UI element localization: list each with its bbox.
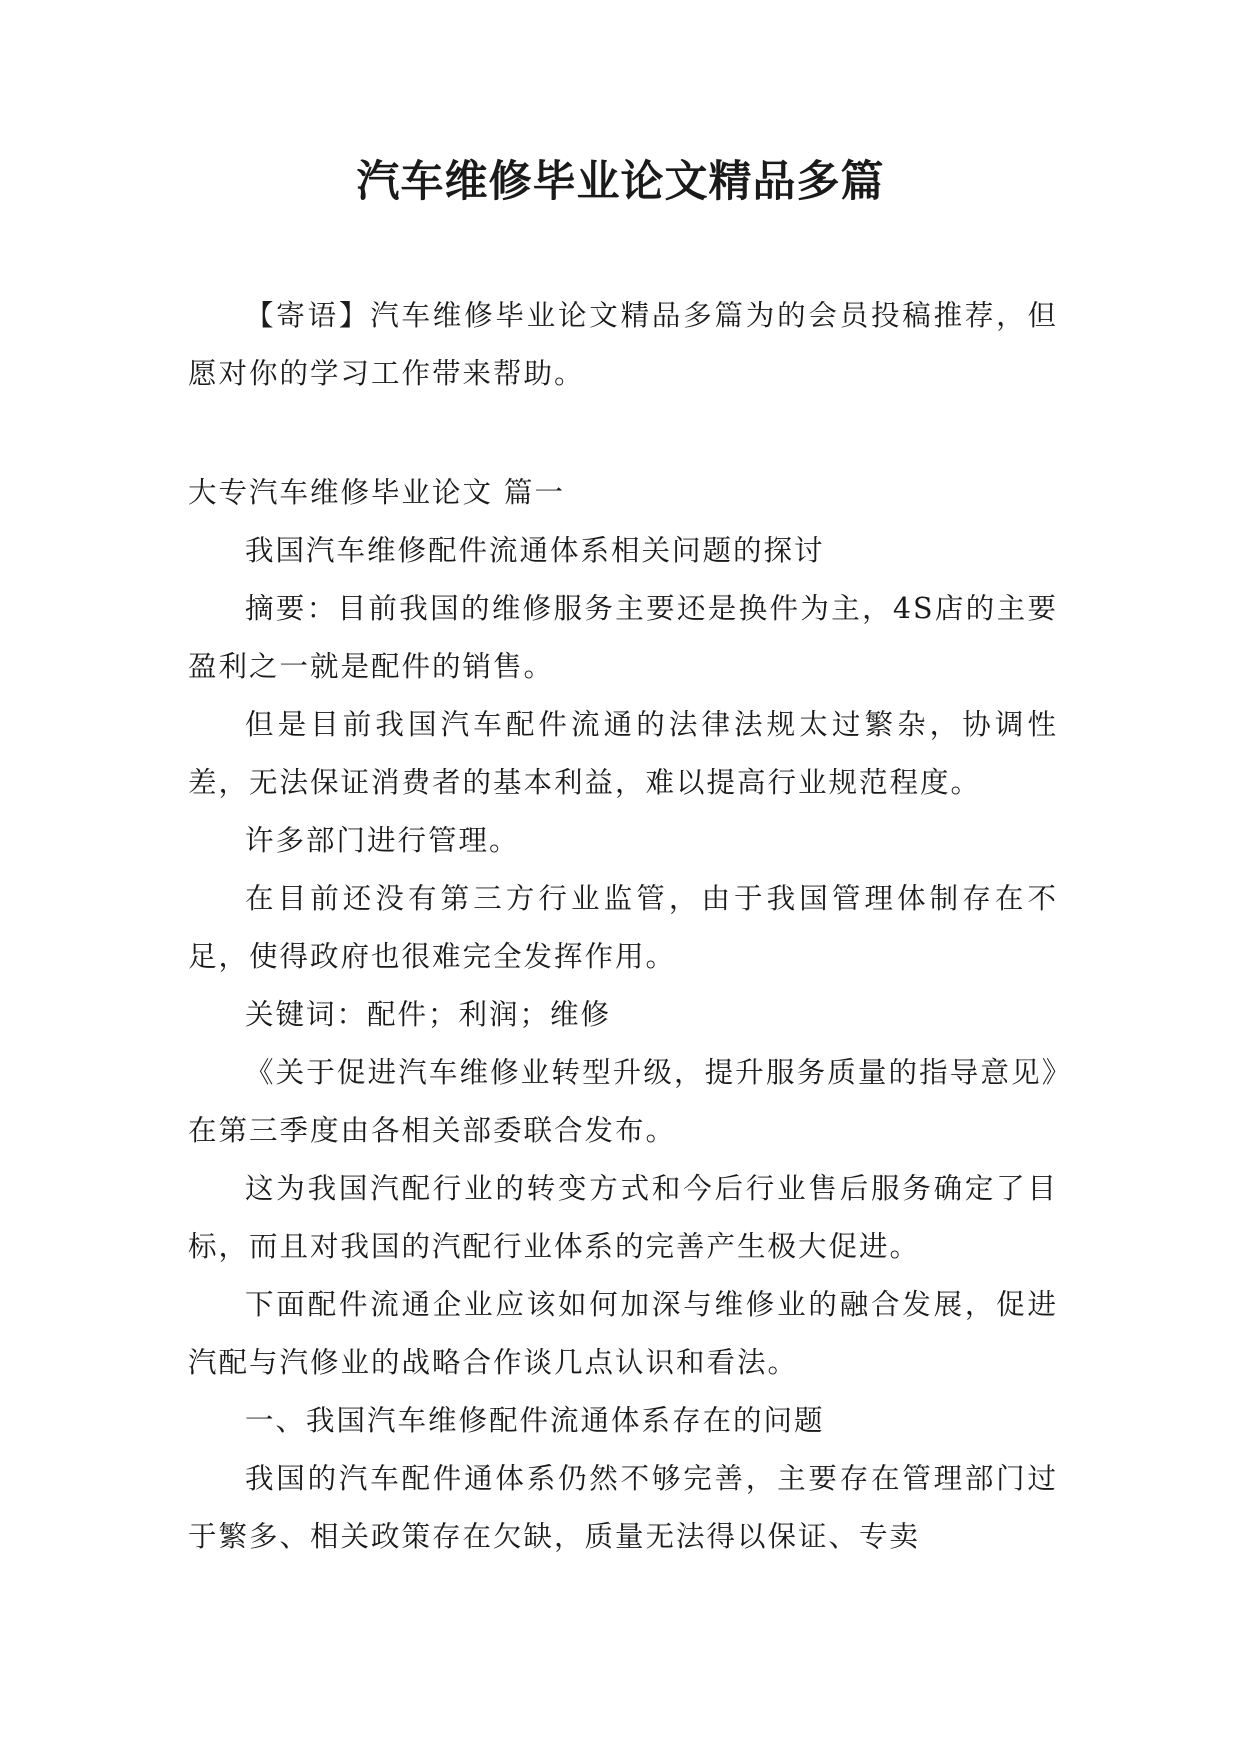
body-paragraph: 但是目前我国汽车配件流通的法律法规太过繁杂，协调性差，无法保证消费者的基本利益，难以提高行业规范程度。 [188, 708, 1058, 799]
keywords-line: 关键词：配件；利润；维修 [245, 998, 612, 1031]
document-title: 汽车维修毕业论文精品多篇 [356, 157, 885, 207]
intro-paragraph: 【寄语】汽车维修毕业论文精品多篇为的会员投稿推荐，但愿对你的学习工作带来帮助。 [188, 299, 1058, 390]
abstract-paragraph: 摘要：目前我国的维修服务主要还是换件为主，4S店的主要盈利之一就是配件的销售。 [188, 592, 1058, 683]
body-paragraph: 这为我国汽配行业的转变方式和今后行业售后服务确定了目标，而且对我国的汽配行业体系的完善产生极大促进。 [188, 1172, 1058, 1263]
body-paragraph: 在目前还没有第三方行业监管，由于我国管理体制存在不足，使得政府也很难完全发挥作用。 [188, 882, 1058, 973]
intro-block [188, 287, 1058, 403]
subsection-heading: 一、我国汽车维修配件流通体系存在的问题 [245, 1404, 825, 1437]
section-heading: 大专汽车维修毕业论文 篇一 [188, 476, 566, 509]
body-paragraph: 我国的汽车配件通体系仍然不够完善，主要存在管理部门过于繁多、相关政策存在欠缺，质量无法得以保证、专卖 [188, 1462, 1058, 1553]
article-body [188, 464, 1058, 1566]
body-paragraph: 下面配件流通企业应该如何加深与维修业的融合发展，促进汽配与汽修业的战略合作谈几点认识和看法。 [188, 1288, 1058, 1379]
article-subtitle: 我国汽车维修配件流通体系相关问题的探讨 [245, 534, 825, 567]
body-paragraph: 《关于促进汽车维修业转型升级，提升服务质量的指导意见》在第三季度由各相关部委联合发布。 [188, 1056, 1058, 1147]
body-paragraph: 许多部门进行管理。 [245, 824, 520, 857]
